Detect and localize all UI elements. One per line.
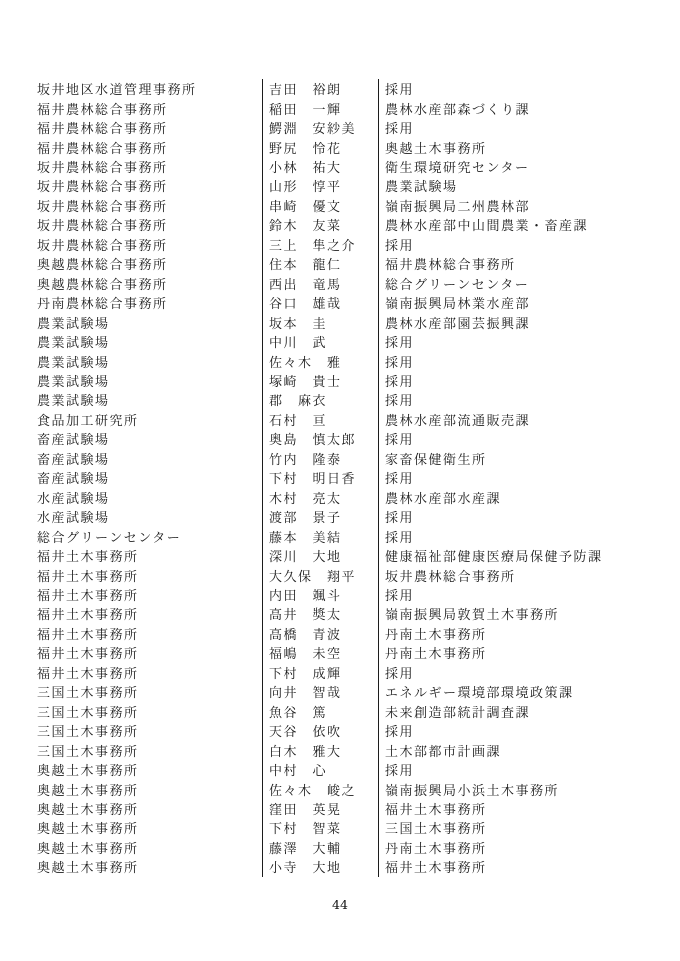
table-row: [37, 721, 647, 740]
office-cell: 坂井地区水道管理事務所: [37, 83, 197, 99]
assignment-cell: 嶺南振興局林業水産部: [378, 293, 647, 312]
assignment-cell: 嶺南振興局小浜土木事務所: [378, 779, 647, 798]
assignment-cell: 採用: [378, 721, 647, 740]
office-cell: 坂井農林総合事務所: [37, 238, 168, 254]
name-cell: 串崎 優文: [262, 196, 378, 215]
assignment-cell: 農林水産部中山間農業・畜産課: [378, 215, 647, 234]
table-row: [37, 157, 647, 176]
name-cell: 下村 明日香: [262, 468, 378, 487]
table-row: [37, 468, 647, 487]
table-row: [37, 702, 647, 721]
office-cell: 福井農林総合事務所: [37, 122, 168, 138]
table-row: [37, 410, 647, 429]
table-row: [37, 196, 647, 215]
assignment-cell: 採用: [378, 663, 647, 682]
name-cell: 吉田 裕朗: [262, 79, 378, 98]
assignment-cell: 家畜保健衛生所: [378, 449, 647, 468]
table-row: [37, 585, 647, 604]
office-cell: 畜産試験場: [37, 472, 110, 488]
table-row: [37, 682, 647, 701]
assignment-cell: 農林水産部流通販売課: [378, 410, 647, 429]
office-cell: 坂井農林総合事務所: [37, 161, 168, 177]
name-cell: 内田 颯斗: [262, 585, 378, 604]
office-cell: 奥越土木事務所: [37, 783, 139, 799]
name-cell: 佐々木 峻之: [262, 779, 378, 798]
assignment-cell: 土木部都市計画課: [378, 740, 647, 759]
table-row: [37, 604, 647, 623]
office-cell: 農業試験場: [37, 336, 110, 352]
table-row: [37, 176, 647, 195]
name-cell: 山形 惇平: [262, 176, 378, 195]
assignment-cell: 採用: [378, 526, 647, 545]
office-cell: 奥越土木事務所: [37, 764, 139, 780]
name-cell: 小林 祐大: [262, 157, 378, 176]
office-cell: 福井土木事務所: [37, 647, 139, 663]
name-cell: 下村 智菜: [262, 818, 378, 837]
table-row: [37, 663, 647, 682]
assignment-cell: 総合グリーンセンター: [378, 274, 647, 293]
table-row: [37, 779, 647, 798]
table-row: [37, 98, 647, 117]
office-cell: 坂井農林総合事務所: [37, 180, 168, 196]
table-row: [37, 118, 647, 137]
name-cell: 石村 亘: [262, 410, 378, 429]
office-cell: 福井農林総合事務所: [37, 102, 168, 118]
page-number: 44: [332, 897, 348, 912]
name-cell: 塚崎 貴士: [262, 371, 378, 390]
office-cell: 福井土木事務所: [37, 569, 139, 585]
office-cell: 福井土木事務所: [37, 666, 139, 682]
name-cell: 大久保 翔平: [262, 565, 378, 584]
assignment-cell: 採用: [378, 235, 647, 254]
table-row: [37, 215, 647, 234]
name-cell: 中村 心: [262, 760, 378, 779]
assignment-cell: 農業試験場: [378, 176, 647, 195]
name-cell: 渡部 景子: [262, 507, 378, 526]
name-cell: 鈴木 友菜: [262, 215, 378, 234]
office-cell: 食品加工研究所: [37, 413, 139, 429]
assignment-cell: 奥越土木事務所: [378, 137, 647, 156]
assignment-cell: 採用: [378, 390, 647, 409]
assignment-cell: 三国土木事務所: [378, 818, 647, 837]
table-row: [37, 507, 647, 526]
office-cell: 水産試験場: [37, 491, 110, 507]
table-row: [37, 740, 647, 759]
office-cell: 福井土木事務所: [37, 608, 139, 624]
name-cell: 白木 雅大: [262, 740, 378, 759]
office-cell: 奥越土木事務所: [37, 841, 139, 857]
personnel-table: [37, 79, 647, 877]
name-cell: 向井 智哉: [262, 682, 378, 701]
table-row: [37, 312, 647, 331]
table-row: [37, 643, 647, 662]
table-row: [37, 546, 647, 565]
office-cell: 奥越農林総合事務所: [37, 258, 168, 274]
office-cell: 農業試験場: [37, 375, 110, 391]
table-row: [37, 390, 647, 409]
office-cell: 農業試験場: [37, 394, 110, 410]
name-cell: 坂本 圭: [262, 312, 378, 331]
name-cell: 下村 成輝: [262, 663, 378, 682]
office-cell: 奥越農林総合事務所: [37, 277, 168, 293]
office-cell: 丹南農林総合事務所: [37, 297, 168, 313]
office-cell: 三国土木事務所: [37, 744, 139, 760]
name-cell: 小寺 大地: [262, 857, 378, 876]
assignment-cell: 採用: [378, 760, 647, 779]
name-cell: 稲田 一輝: [262, 98, 378, 117]
table-row: [37, 624, 647, 643]
office-cell: 福井農林総合事務所: [37, 141, 168, 157]
office-cell: 坂井農林総合事務所: [37, 219, 168, 235]
name-cell: 藤澤 大輔: [262, 838, 378, 857]
assignment-cell: エネルギー環境部環境政策課: [378, 682, 647, 701]
table-row: [37, 351, 647, 370]
assignment-cell: 農林水産部園芸振興課: [378, 312, 647, 331]
name-cell: 谷口 雄哉: [262, 293, 378, 312]
table-row: [37, 293, 647, 312]
office-cell: 奥越土木事務所: [37, 802, 139, 818]
assignment-cell: 採用: [378, 351, 647, 370]
assignment-cell: 丹南土木事務所: [378, 643, 647, 662]
table-row: [37, 488, 647, 507]
name-cell: 三上 隼之介: [262, 235, 378, 254]
table-row: [37, 449, 647, 468]
name-cell: 窪田 英晃: [262, 799, 378, 818]
table-row: [37, 857, 647, 876]
assignment-cell: 採用: [378, 507, 647, 526]
assignment-cell: 採用: [378, 118, 647, 137]
office-cell: 福井土木事務所: [37, 550, 139, 566]
office-cell: 三国土木事務所: [37, 725, 139, 741]
office-cell: 水産試験場: [37, 511, 110, 527]
name-cell: 高井 奬太: [262, 604, 378, 623]
name-cell: 住本 龍仁: [262, 254, 378, 273]
assignment-cell: 採用: [378, 332, 647, 351]
assignment-cell: 採用: [378, 585, 647, 604]
name-cell: 竹内 隆泰: [262, 449, 378, 468]
table-row: [37, 254, 647, 273]
name-cell: 魚谷 篤: [262, 702, 378, 721]
office-cell: 福井土木事務所: [37, 627, 139, 643]
office-cell: 畜産試験場: [37, 433, 110, 449]
table-row: [37, 137, 647, 156]
office-cell: 奥越土木事務所: [37, 822, 139, 838]
office-cell: 農業試験場: [37, 316, 110, 332]
assignment-cell: 丹南土木事務所: [378, 838, 647, 857]
office-cell: 総合グリーンセンター: [37, 530, 182, 546]
assignment-cell: 福井土木事務所: [378, 799, 647, 818]
name-cell: 奥島 慎太郎: [262, 429, 378, 448]
table-row: [37, 818, 647, 837]
assignment-cell: 採用: [378, 371, 647, 390]
table-row: [37, 526, 647, 545]
assignment-cell: 福井農林総合事務所: [378, 254, 647, 273]
assignment-cell: 採用: [378, 468, 647, 487]
name-cell: 西出 竜馬: [262, 274, 378, 293]
office-cell: 三国土木事務所: [37, 705, 139, 721]
table-row: [37, 760, 647, 779]
table-row: [37, 838, 647, 857]
name-cell: 藤本 美結: [262, 526, 378, 545]
assignment-cell: 丹南土木事務所: [378, 624, 647, 643]
name-cell: 福嶋 未空: [262, 643, 378, 662]
table-row: [37, 799, 647, 818]
office-cell: 奥越土木事務所: [37, 861, 139, 877]
name-cell: 鰐淵 安紗美: [262, 118, 378, 137]
assignment-cell: 未来創造部統計調査課: [378, 702, 647, 721]
assignment-cell: 採用: [378, 429, 647, 448]
assignment-cell: 福井土木事務所: [378, 857, 647, 876]
office-cell: 三国土木事務所: [37, 686, 139, 702]
name-cell: 木村 亮太: [262, 488, 378, 507]
assignment-cell: 採用: [378, 79, 647, 98]
assignment-cell: 嶺南振興局敦賀土木事務所: [378, 604, 647, 623]
assignment-cell: 健康福祉部健康医療局保健予防課: [378, 546, 647, 565]
name-cell: 深川 大地: [262, 546, 378, 565]
assignment-cell: 農林水産部水産課: [378, 488, 647, 507]
name-cell: 佐々木 雅: [262, 351, 378, 370]
office-cell: 畜産試験場: [37, 452, 110, 468]
name-cell: 高橋 青波: [262, 624, 378, 643]
assignment-cell: 農林水産部森づくり課: [378, 98, 647, 117]
assignment-cell: 嶺南振興局二州農林部: [378, 196, 647, 215]
assignment-cell: 坂井農林総合事務所: [378, 565, 647, 584]
table-row: [37, 429, 647, 448]
name-cell: 郡 麻衣: [262, 390, 378, 409]
table-row: [37, 371, 647, 390]
name-cell: 中川 武: [262, 332, 378, 351]
office-cell: 福井土木事務所: [37, 589, 139, 604]
table-row: [37, 79, 647, 98]
office-cell: 農業試験場: [37, 355, 110, 371]
name-cell: 野尻 怜花: [262, 137, 378, 156]
assignment-cell: 衛生環境研究センター: [378, 157, 647, 176]
table-row: [37, 274, 647, 293]
table-row: [37, 235, 647, 254]
table-row: [37, 565, 647, 584]
name-cell: 天谷 依吹: [262, 721, 378, 740]
table-row: [37, 332, 647, 351]
office-cell: 坂井農林総合事務所: [37, 199, 168, 215]
